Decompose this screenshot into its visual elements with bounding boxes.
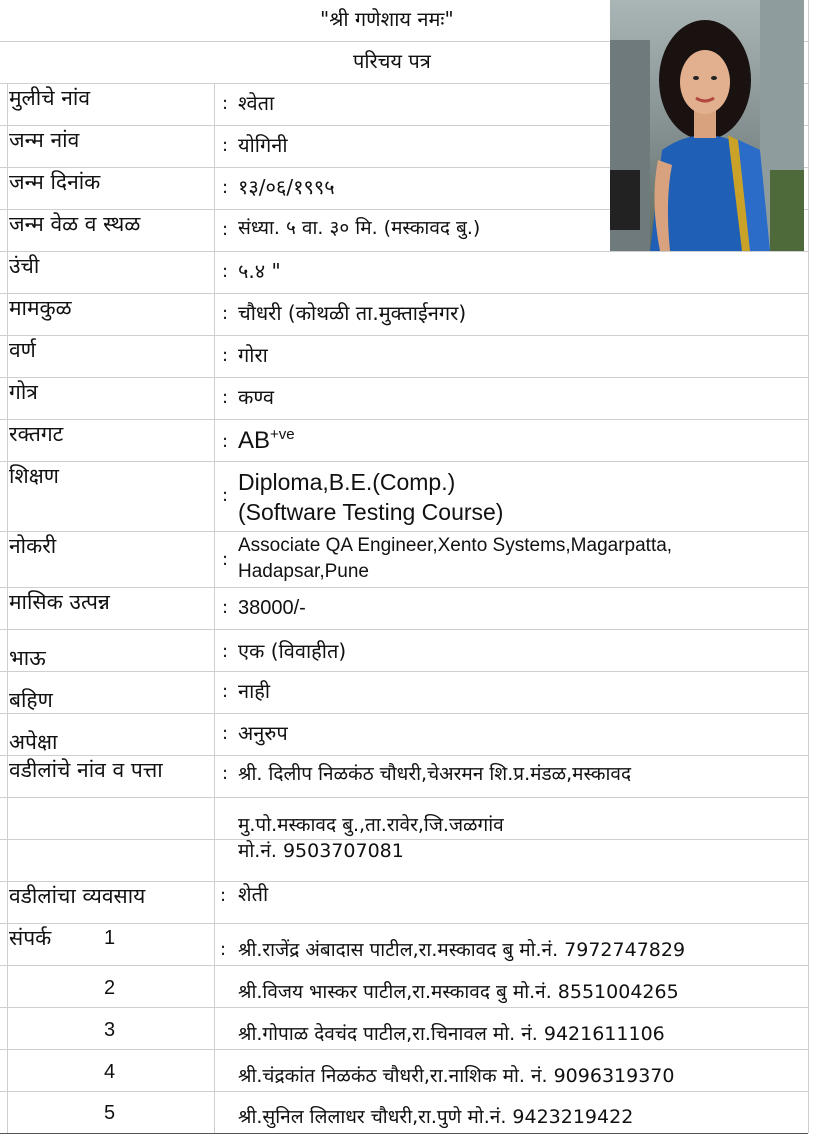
portrait-photo	[610, 0, 804, 251]
label-birth-name: जन्म नांव	[9, 128, 80, 152]
contact-item: श्री.चंद्रकांत निळकंठ चौधरी,रा.नाशिक मो. नं. 9096319370	[238, 1065, 675, 1087]
label-father-name-address: वडीलांचे नांव व पत्ता	[9, 758, 163, 782]
colon: :	[222, 681, 229, 702]
value-father-occupation: शेती	[238, 882, 269, 906]
value-education-line2: (Software Testing Course)	[238, 499, 504, 525]
label-complexion: वर्ण	[9, 338, 36, 362]
value-gotra: कण्व	[238, 385, 274, 409]
contact-item: श्री.सुनिल लिलाधर चौधरी,रा.पुणे मो.नं. 9423219422	[238, 1106, 634, 1128]
value-education: Diploma,B.E.(Comp.)	[238, 469, 456, 495]
value-blood-group: $AB^{+ve}$	[238, 426, 295, 454]
colon: :	[222, 485, 229, 506]
colon: :	[222, 261, 229, 282]
value-brother: एक (विवाहीत)	[238, 639, 347, 663]
value-expectation: अनुरुप	[238, 721, 288, 745]
label-blood-group: रक्तगट	[9, 422, 64, 446]
label-maternal-family: मामकुळ	[9, 296, 72, 320]
label-job: नोकरी	[9, 534, 57, 558]
colon: :	[222, 597, 229, 618]
value-birth-name: योगिनी	[238, 133, 288, 157]
value-birth-date: १३/०६/१९९५	[238, 175, 335, 199]
contact-number: 2	[104, 977, 116, 999]
value-father-name: श्री. दिलीप निळकंठ चौधरी,चेअरमन शि.प्र.मंडळ,मस्कावद	[238, 763, 632, 785]
contact-number: 5	[104, 1102, 116, 1124]
colon: :	[220, 885, 227, 906]
contact-item: श्री.राजेंद्र अंबादास पाटील,रा.मस्कावद बु मो.नं. 7972747829	[238, 939, 686, 961]
label-education: शिक्षण	[9, 464, 59, 488]
value-job-line2: Hadapsar,Pune	[238, 561, 369, 582]
colon: :	[222, 387, 229, 408]
label-birth-time-place: जन्म वेळ व स्थळ	[9, 212, 141, 236]
label-birth-date: जन्म दिनांक	[9, 170, 101, 194]
label-height: उंची	[9, 254, 40, 278]
contact-item: श्री.गोपाळ देवचंद पाटील,रा.चिनावल मो. नं. 9421611106	[238, 1023, 665, 1045]
label-expectation: अपेक्षा	[9, 730, 58, 754]
colon: :	[222, 345, 229, 366]
value-monthly-income: 38000/-	[238, 597, 306, 619]
colon: :	[222, 641, 229, 662]
label-gotra: गोत्र	[9, 380, 38, 404]
colon: :	[222, 763, 229, 784]
value-sister: नाही	[238, 679, 271, 703]
colon: :	[220, 939, 227, 960]
page-title: परिचय पत्र	[353, 49, 431, 73]
colon: :	[222, 93, 229, 114]
label-father-occupation: वडीलांचा व्यवसाय	[9, 884, 146, 908]
colon: :	[222, 303, 229, 324]
value-father-phone: मो.नं. 9503707081	[238, 840, 404, 862]
value-job: Associate QA Engineer,Xento Systems,Magarpatta,	[238, 535, 673, 556]
contact-number: 1	[104, 927, 116, 949]
value-father-address: मु.पो.मस्कावद बु.,ता.रावेर,जि.जळगांव	[238, 814, 504, 836]
invocation: "श्री गणेशाय नमः"	[320, 7, 454, 31]
value-birth-time-place: संध्या. ५ वा. ३० मि. (मस्कावद बु.)	[238, 217, 481, 239]
label-contacts: संपर्क	[9, 926, 52, 950]
label-sister: बहिण	[9, 688, 53, 712]
label-brother: भाऊ	[9, 646, 46, 670]
photo-illustration	[610, 0, 804, 251]
contact-item: श्री.विजय भास्कर पाटील,रा.मस्कावद बु मो.नं. 8551004265	[238, 981, 679, 1003]
label-monthly-income: मासिक उत्पन्न	[9, 590, 110, 614]
value-girl-name: श्वेता	[238, 91, 275, 115]
contact-number: 3	[104, 1019, 116, 1041]
colon: :	[222, 135, 229, 156]
colon: :	[222, 431, 229, 452]
label-girl-name: मुलीचे नांव	[9, 86, 91, 110]
colon: :	[222, 219, 229, 240]
colon: :	[222, 177, 229, 198]
value-height: ५.४ "	[238, 259, 281, 283]
contact-number: 4	[104, 1061, 116, 1083]
colon: :	[222, 549, 229, 570]
value-maternal-family: चौधरी (कोथळी ता.मुक्ताईनगर)	[238, 301, 467, 325]
colon: :	[222, 723, 229, 744]
value-complexion: गोरा	[238, 343, 268, 367]
